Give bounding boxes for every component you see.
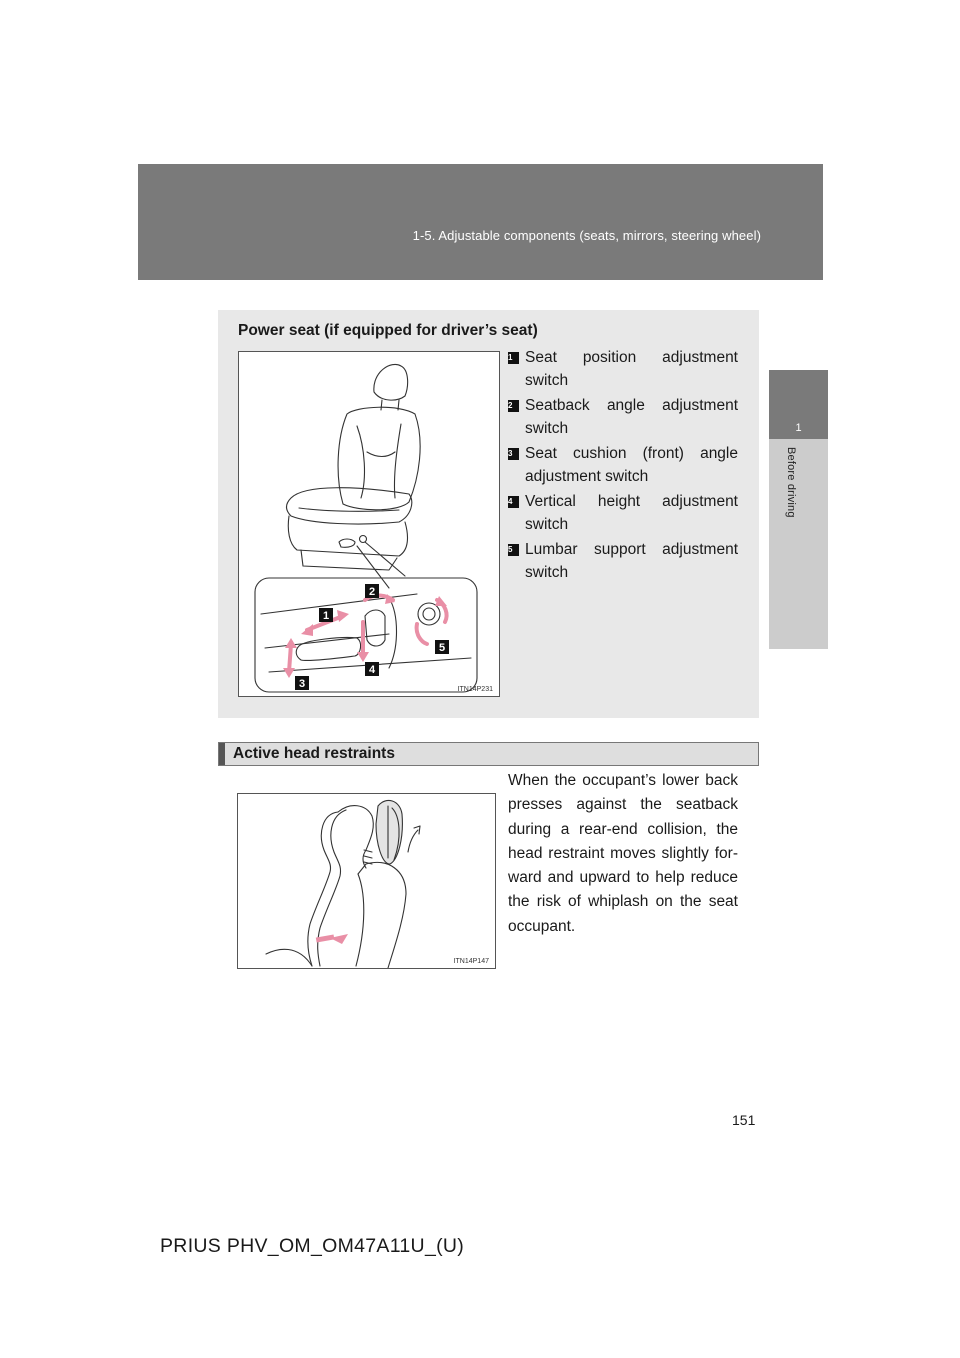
page-number: 151 — [732, 1112, 756, 1128]
figure-code: ITN14P231 — [457, 686, 493, 693]
power-seat-illustration — [238, 351, 500, 697]
list-item — [506, 394, 738, 440]
header-band — [138, 164, 823, 280]
callout-2: 2 — [368, 586, 376, 598]
power-seat-drawing — [239, 352, 499, 696]
list-item-text: Seat position adjustment switch — [525, 349, 738, 389]
callout-1: 1 — [322, 610, 330, 622]
power-seat-panel — [218, 310, 759, 718]
item-number-badge: 4 — [508, 496, 519, 508]
section-title: 1-5. Adjustable components (seats, mirrors, steering wheel) — [412, 228, 761, 243]
chapter-tab — [769, 370, 828, 439]
section-accent — [219, 743, 225, 765]
chapter-number: 1 — [795, 422, 802, 434]
item-number-badge: 5 — [508, 544, 519, 556]
document-id: PRIUS PHV_OM_OM47A11U_(U) — [160, 1235, 465, 1257]
chapter-label: Before driving — [785, 447, 797, 518]
item-number-badge: 1 — [508, 352, 519, 364]
active-head-restraints-description: When the occupant’s lower back presses against the seatback during a rear-end collision, the head restraint moves slightly for- ward and upward to help reduce the risk of whiplash on the seat occupant. — [508, 772, 738, 935]
list-item-text: Lumbar support adjustment switch — [525, 541, 738, 581]
list-item — [506, 538, 738, 584]
power-seat-heading: Power seat (if equipped for driver’s seat) — [238, 322, 538, 339]
item-number-badge: 3 — [508, 448, 519, 460]
list-item — [506, 442, 738, 488]
head-restraint-illustration — [237, 793, 496, 969]
active-head-restraints-bar — [218, 742, 759, 766]
item-number-badge: 2 — [508, 400, 519, 412]
list-item — [506, 346, 738, 392]
adjustment-switch-list — [506, 346, 738, 586]
figure-code: ITN14P147 — [453, 958, 489, 965]
list-item-text: Seatback angle adjustment switch — [525, 397, 738, 437]
callout-5: 5 — [438, 642, 446, 654]
callout-3: 3 — [298, 678, 306, 690]
list-item-text: Vertical height adjustment switch — [525, 493, 738, 533]
active-head-restraints-heading: Active head restraints — [233, 745, 395, 762]
head-restraint-drawing — [238, 794, 495, 968]
chapter-tab-label-area — [769, 439, 828, 649]
callout-4: 4 — [368, 664, 376, 676]
list-item-text: Seat cushion (front) angle adjustment switch — [525, 445, 738, 485]
list-item — [506, 490, 738, 536]
